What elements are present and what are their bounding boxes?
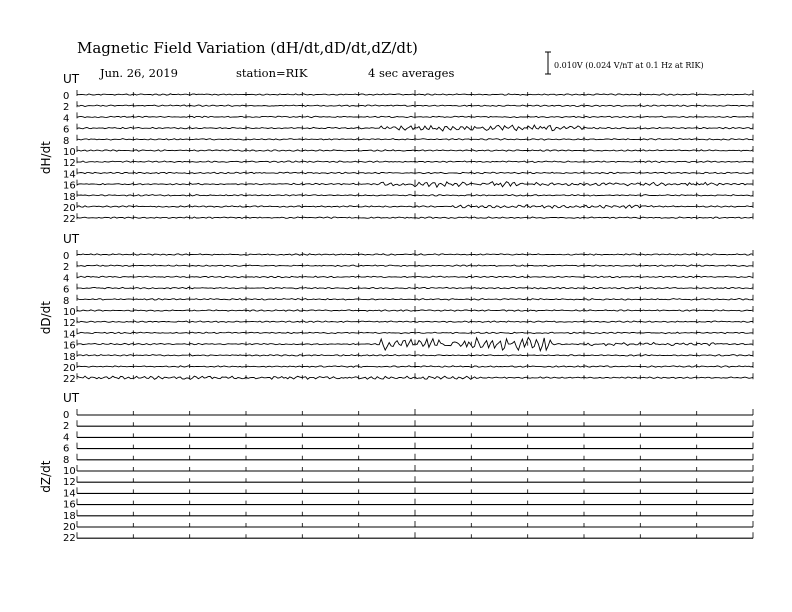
row-label: 12 bbox=[63, 318, 76, 330]
row-label: 16 bbox=[63, 180, 76, 192]
trace-row bbox=[77, 317, 753, 323]
trace-row bbox=[77, 420, 753, 426]
row-label: 4 bbox=[63, 113, 70, 125]
panel-dH bbox=[39, 72, 753, 225]
time-ticks bbox=[77, 499, 753, 505]
ut-label: UT bbox=[63, 72, 80, 86]
panel-ylabel: dD/dt bbox=[39, 300, 53, 335]
time-ticks bbox=[77, 420, 753, 426]
trace-row bbox=[77, 261, 753, 267]
row-label: 2 bbox=[63, 102, 70, 114]
trace-row bbox=[77, 431, 753, 437]
station-label: station=RIK bbox=[236, 66, 308, 80]
trace-row bbox=[77, 284, 753, 290]
trace-row bbox=[77, 373, 753, 379]
time-ticks bbox=[77, 521, 753, 527]
trace-row bbox=[77, 157, 753, 163]
row-label: 22 bbox=[63, 214, 76, 226]
row-label: 2 bbox=[63, 421, 70, 433]
trace-row bbox=[77, 328, 753, 334]
row-label: 0 bbox=[63, 251, 70, 262]
time-ticks bbox=[77, 443, 753, 449]
trace-row bbox=[77, 306, 753, 312]
time-ticks bbox=[77, 431, 753, 437]
ut-label: UT bbox=[63, 232, 80, 246]
row-label: 6 bbox=[63, 284, 70, 296]
row-label: 4 bbox=[63, 273, 70, 285]
trace-row bbox=[77, 532, 753, 538]
time-ticks bbox=[77, 373, 753, 379]
time-ticks bbox=[77, 465, 753, 471]
trace-row bbox=[77, 521, 753, 527]
row-label: 18 bbox=[63, 191, 76, 203]
trace-row bbox=[77, 202, 753, 208]
scale-label: 0.010V (0.024 V/nT at 0.1 Hz at RIK) bbox=[554, 61, 704, 70]
row-label: 14 bbox=[63, 329, 76, 341]
trace-row bbox=[77, 146, 753, 152]
trace-row bbox=[77, 180, 753, 188]
trace-row bbox=[77, 443, 753, 449]
row-label: 10 bbox=[63, 147, 76, 158]
ut-label: UT bbox=[63, 391, 80, 405]
averaging-label: 4 sec averages bbox=[368, 66, 455, 80]
row-label: 20 bbox=[63, 522, 76, 533]
row-label: 10 bbox=[63, 307, 76, 318]
trace-row bbox=[77, 250, 753, 256]
row-label: 0 bbox=[63, 91, 70, 102]
row-label: 10 bbox=[63, 466, 76, 477]
trace-row bbox=[77, 454, 753, 460]
panel-ylabel: dZ/dt bbox=[39, 460, 53, 493]
trace-row bbox=[77, 168, 753, 174]
time-ticks bbox=[77, 454, 753, 460]
trace-row bbox=[77, 295, 753, 301]
row-label: 12 bbox=[63, 158, 76, 170]
trace-row bbox=[77, 124, 753, 131]
trace-row bbox=[77, 351, 753, 357]
trace-row bbox=[77, 272, 753, 278]
row-label: 2 bbox=[63, 262, 70, 274]
panel-dZ bbox=[39, 391, 753, 544]
row-label: 14 bbox=[63, 488, 76, 500]
trace-row bbox=[77, 112, 753, 118]
trace-row bbox=[77, 409, 753, 415]
row-label: 16 bbox=[63, 499, 76, 511]
row-label: 8 bbox=[63, 135, 70, 147]
row-label: 18 bbox=[63, 510, 76, 522]
row-label: 22 bbox=[63, 533, 76, 545]
trace-row bbox=[77, 362, 753, 368]
row-label: 12 bbox=[63, 477, 76, 489]
time-ticks bbox=[77, 409, 753, 415]
trace-row bbox=[77, 191, 753, 197]
time-ticks bbox=[77, 510, 753, 516]
panels bbox=[39, 72, 753, 544]
panel-ylabel: dH/dt bbox=[39, 141, 53, 175]
trace-row bbox=[77, 213, 753, 219]
scale-bar bbox=[545, 52, 704, 74]
row-label: 16 bbox=[63, 340, 76, 352]
trace-row bbox=[77, 510, 753, 516]
row-label: 6 bbox=[63, 124, 70, 136]
row-label: 14 bbox=[63, 169, 76, 181]
trace-line bbox=[77, 338, 753, 351]
row-label: 8 bbox=[63, 454, 70, 466]
date-label: Jun. 26, 2019 bbox=[100, 66, 178, 80]
time-ticks bbox=[77, 180, 753, 186]
row-label: 22 bbox=[63, 374, 76, 386]
trace-row bbox=[77, 465, 753, 471]
trace-row bbox=[77, 338, 753, 351]
time-ticks bbox=[77, 213, 753, 219]
panel-dD bbox=[39, 232, 753, 385]
time-ticks bbox=[77, 261, 753, 267]
row-label: 0 bbox=[63, 410, 70, 421]
trace-row bbox=[77, 499, 753, 505]
trace-row bbox=[77, 135, 753, 141]
time-ticks bbox=[77, 487, 753, 493]
time-ticks bbox=[77, 476, 753, 482]
row-label: 8 bbox=[63, 295, 70, 307]
plot-title: Magnetic Field Variation (dH/dt,dD/dt,dZ/dt) bbox=[77, 39, 418, 57]
row-label: 4 bbox=[63, 432, 70, 444]
trace-row bbox=[77, 487, 753, 493]
trace-row bbox=[77, 90, 753, 96]
header bbox=[77, 39, 704, 80]
time-ticks bbox=[77, 295, 753, 301]
row-label: 18 bbox=[63, 351, 76, 363]
time-ticks bbox=[77, 532, 753, 538]
row-label: 20 bbox=[63, 363, 76, 374]
row-label: 20 bbox=[63, 203, 76, 214]
trace-row bbox=[77, 101, 753, 107]
row-label: 6 bbox=[63, 443, 70, 455]
trace-row bbox=[77, 476, 753, 482]
